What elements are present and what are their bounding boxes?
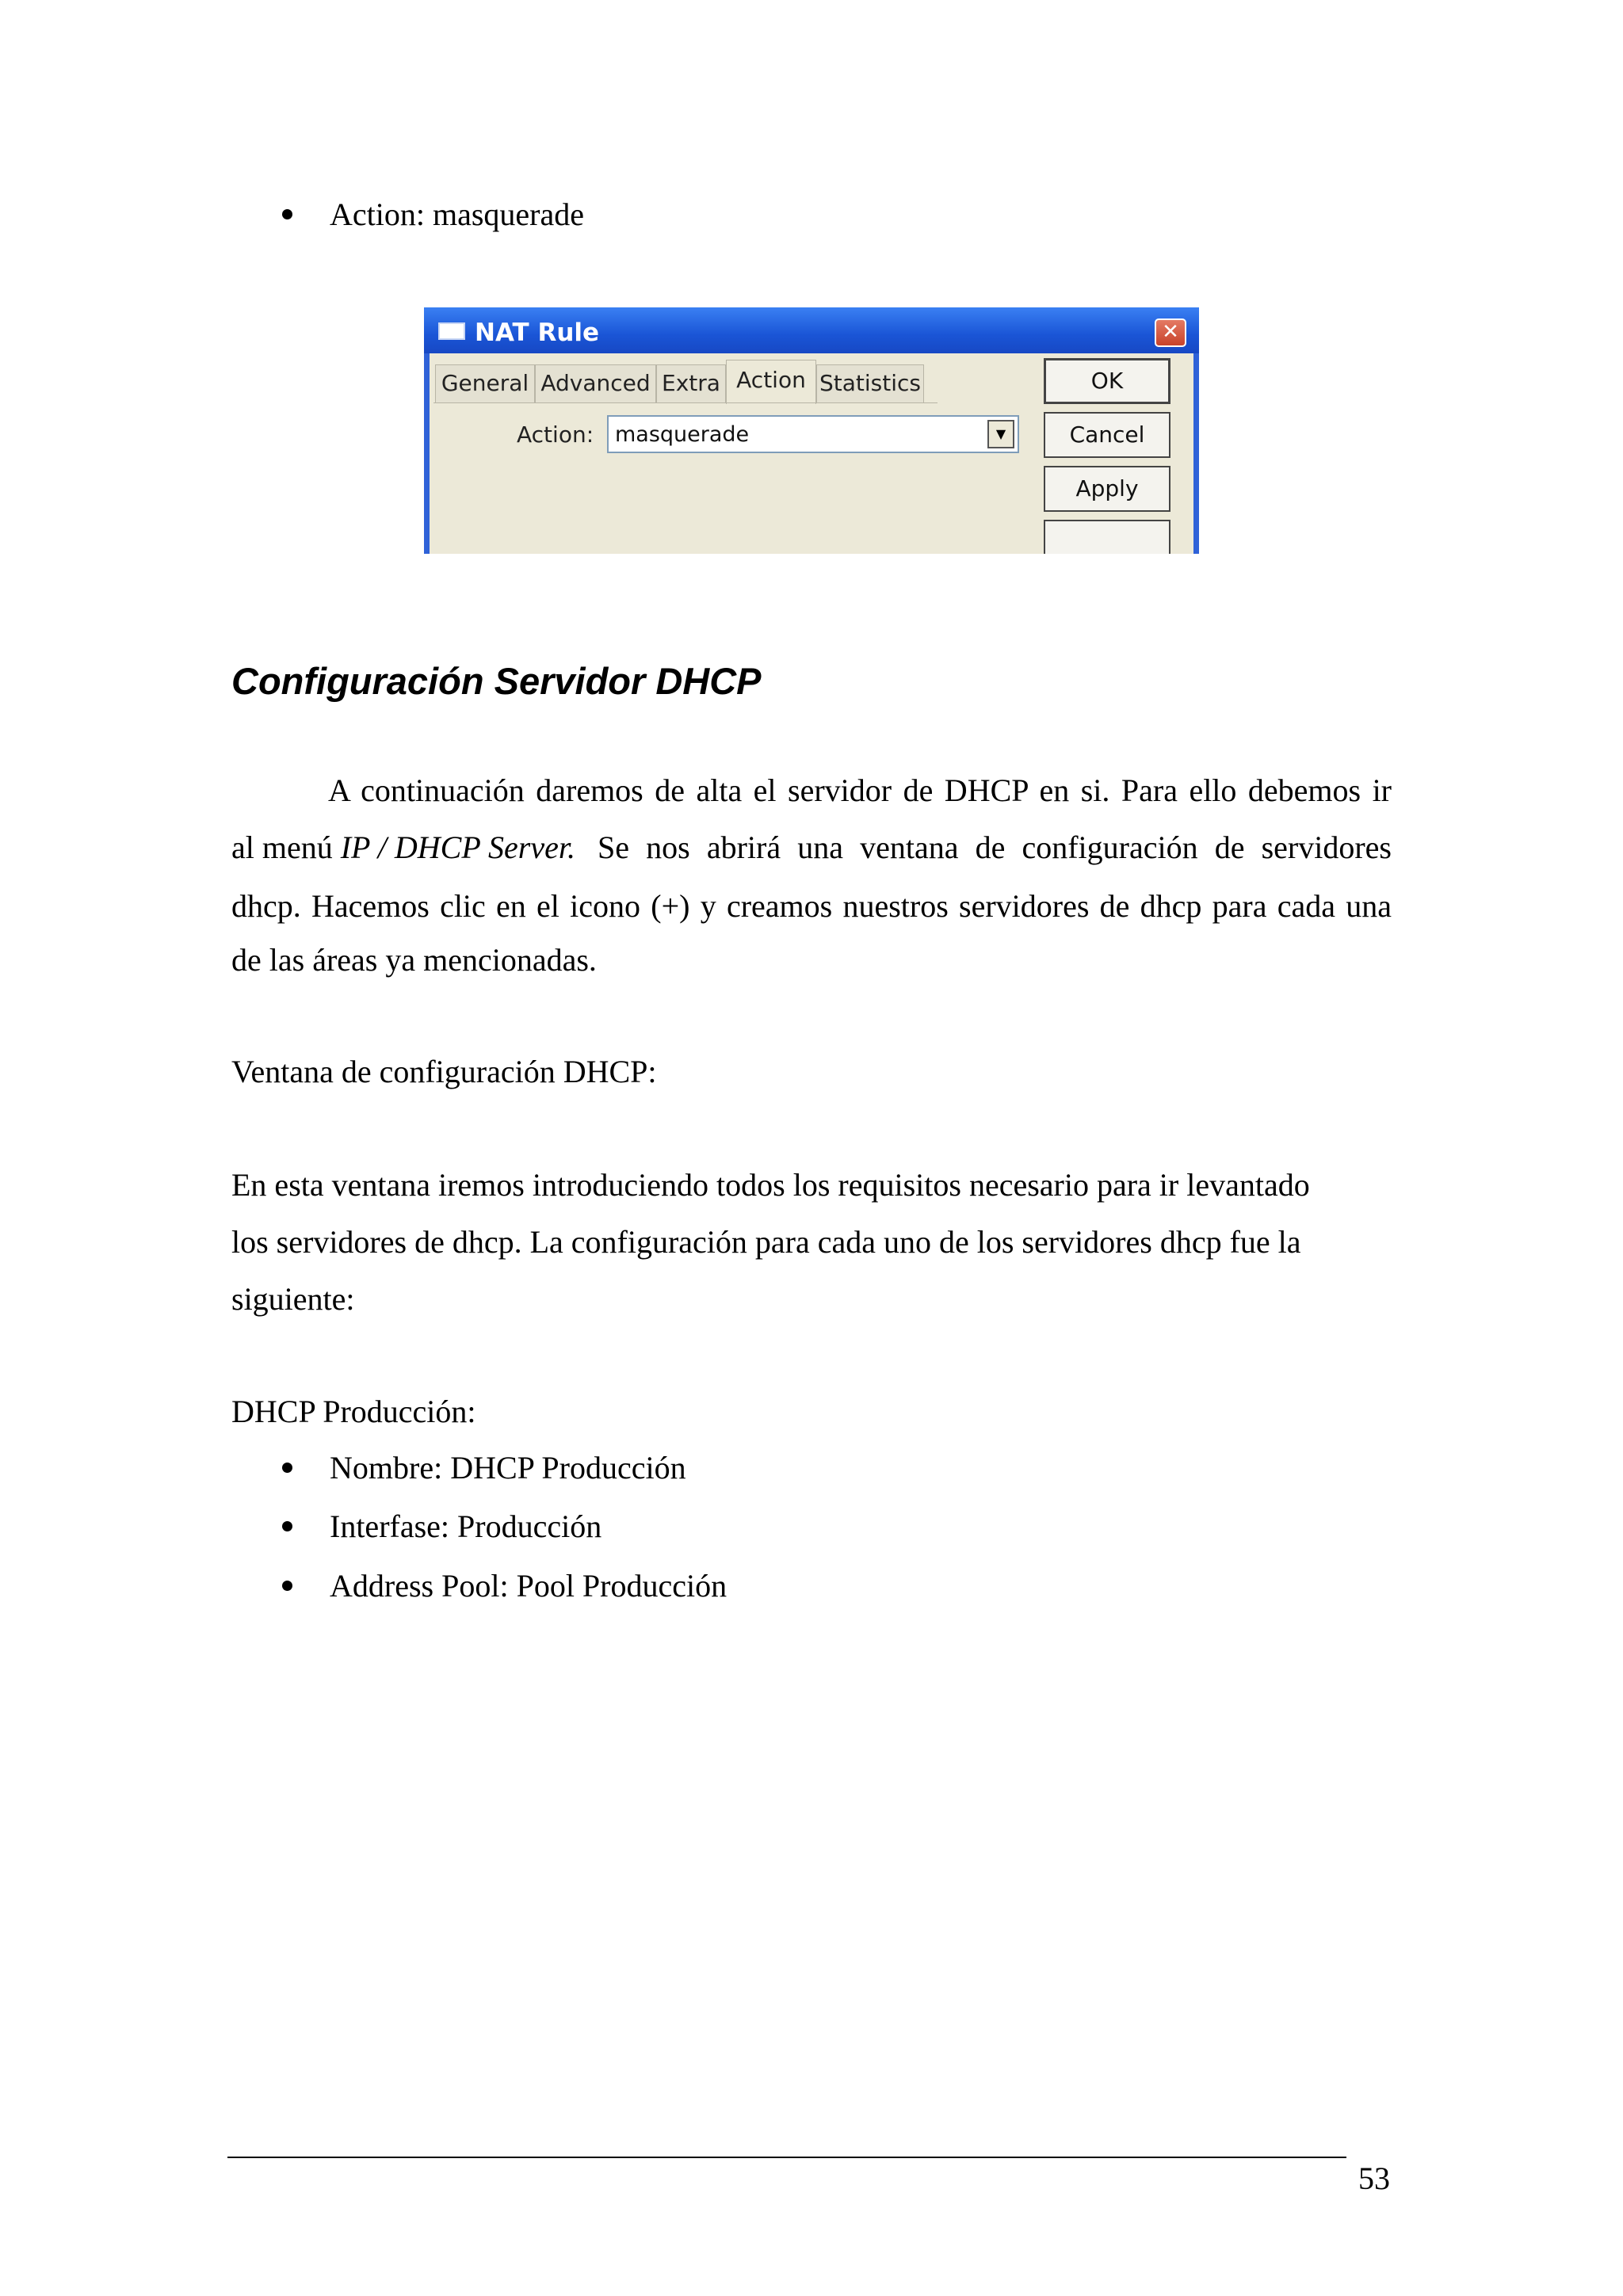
paragraph1-line4: de las áreas ya mencionadas. [231, 942, 597, 978]
close-icon[interactable]: ✕ [1155, 318, 1186, 347]
tab-divider [433, 402, 938, 403]
cancel-button[interactable]: Cancel [1044, 412, 1170, 458]
dialog-body [430, 353, 1193, 554]
bullet-dot [282, 209, 292, 219]
partial-button[interactable] [1044, 520, 1170, 554]
paragraph2-line2: los servidores de dhcp. La configuración para cada uno de los servidores dhcp fue la [231, 1224, 1301, 1260]
action-select-value: masquerade [615, 422, 750, 447]
dialog-titlebar [424, 307, 1199, 353]
bullet-action-masquerade: Action: masquerade [330, 196, 584, 232]
menu-path: IP / DHCP Server. [340, 830, 576, 865]
page-number: 53 [1358, 2161, 1390, 2196]
paragraph1-line2-before: al menú [231, 830, 333, 865]
footer-rule [227, 2157, 1346, 2158]
tab-statistics[interactable]: Statistics [816, 364, 924, 402]
action-field-label: Action: [517, 421, 594, 448]
chevron-down-icon[interactable]: ▼ [987, 420, 1014, 448]
paragraph1-line3: dhcp. Hacemos clic en el icono (+) y creamos nuestros servidores de dhcp para cada una [231, 888, 1392, 924]
bullet-dot [282, 1463, 292, 1473]
tab-extra[interactable]: Extra [656, 364, 726, 402]
paragraph1-line2-after: Se nos abrirá una ventana de configuración de servidores [598, 830, 1392, 865]
paragraph2-line3: siguiente: [231, 1281, 355, 1317]
paragraph1-line1: A continuación daremos de alta el servidor de DHCP en si. Para ello debemos ir [328, 772, 1392, 808]
action-select[interactable] [607, 415, 1019, 453]
bullet-dot [282, 1581, 292, 1591]
dhcp-item-nombre: Nombre: DHCP Producción [330, 1450, 686, 1486]
dhcp-heading: DHCP Producción: [231, 1394, 476, 1429]
tab-advanced[interactable]: Advanced [535, 364, 656, 402]
dhcp-item-interfase: Interfase: Producción [330, 1508, 602, 1544]
dialog-title: NAT Rule [475, 318, 600, 347]
apply-button[interactable]: Apply [1044, 466, 1170, 512]
dhcp-item-address-pool: Address Pool: Pool Producción [330, 1568, 727, 1604]
ok-button[interactable]: OK [1044, 358, 1170, 404]
tab-action[interactable]: Action [726, 360, 816, 404]
nat-rule-dialog [424, 307, 1199, 554]
tab-general[interactable]: General [435, 364, 535, 402]
section-heading: Configuración Servidor DHCP [231, 660, 762, 702]
window-caption: Ventana de configuración DHCP: [231, 1054, 657, 1089]
bullet-dot [282, 1521, 292, 1531]
paragraph1-line2 [231, 832, 1392, 864]
window-icon [438, 322, 465, 340]
paragraph2-line1: En esta ventana iremos introduciendo todos los requisitos necesario para ir levantado [231, 1167, 1310, 1203]
